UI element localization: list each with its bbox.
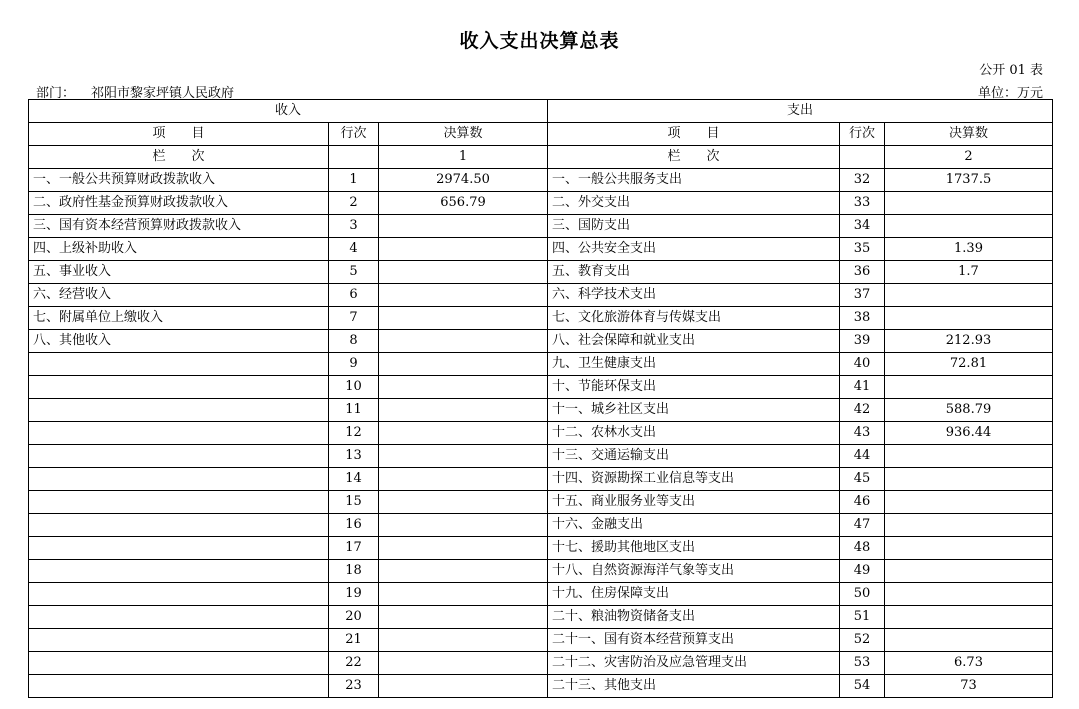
budget-table <box>28 99 1053 698</box>
table-row <box>29 169 1053 192</box>
expense-item-cell: 二十二、灾害防治及应急管理支出 <box>548 652 840 675</box>
page-title: 收入支出决算总表 <box>459 30 620 52</box>
income-line-cell: 7 <box>329 307 379 330</box>
expense-amount-cell <box>885 583 1053 606</box>
expense-amount-cell <box>885 215 1053 238</box>
income-line-cell: 12 <box>329 422 379 445</box>
expense-line-header: 行次 <box>840 123 885 146</box>
expense-amount-cell: 72.81 <box>885 353 1053 376</box>
income-item-cell: 一、一般公共预算财政拨款收入 <box>29 169 329 192</box>
expense-amount-cell <box>885 560 1053 583</box>
expense-amount-cell <box>885 629 1053 652</box>
income-amount-cell <box>379 307 548 330</box>
income-amount-cell <box>379 399 548 422</box>
income-amount-cell <box>379 376 548 399</box>
income-line-cell: 8 <box>329 330 379 353</box>
income-item-cell <box>29 468 329 491</box>
expense-item-cell: 四、公共安全支出 <box>548 238 840 261</box>
expense-line-cell: 48 <box>840 537 885 560</box>
income-item-cell <box>29 606 329 629</box>
income-item-cell <box>29 652 329 675</box>
expense-amount-cell <box>885 284 1053 307</box>
income-amount-cell <box>379 330 548 353</box>
expense-section-header: 支出 <box>548 100 1053 123</box>
expense-item-cell: 二十一、国有资本经营预算支出 <box>548 629 840 652</box>
expense-amount-cell: 1.7 <box>885 261 1053 284</box>
expense-column-label: 栏 次 <box>548 146 840 169</box>
income-item-cell <box>29 399 329 422</box>
income-item-cell <box>29 445 329 468</box>
expense-line-cell: 46 <box>840 491 885 514</box>
expense-amount-cell: 1.39 <box>885 238 1053 261</box>
expense-line-cell: 54 <box>840 675 885 698</box>
income-amount-cell <box>379 353 548 376</box>
income-line-cell: 19 <box>329 583 379 606</box>
expense-item-cell: 二十、粮油物资储备支出 <box>548 606 840 629</box>
expense-line-cell: 42 <box>840 399 885 422</box>
table-row <box>29 399 1053 422</box>
income-section-header: 收入 <box>29 100 548 123</box>
expense-line-cell: 40 <box>840 353 885 376</box>
expense-item-cell: 十三、交通运输支出 <box>548 445 840 468</box>
expense-amount-cell <box>885 606 1053 629</box>
expense-line-cell: 53 <box>840 652 885 675</box>
expense-amount-header: 决算数 <box>885 123 1053 146</box>
expense-item-cell: 十七、援助其他地区支出 <box>548 537 840 560</box>
expense-item-cell: 十五、商业服务业等支出 <box>548 491 840 514</box>
income-line-cell: 2 <box>329 192 379 215</box>
expense-amount-cell <box>885 192 1053 215</box>
income-line-cell: 6 <box>329 284 379 307</box>
table-row <box>29 192 1053 215</box>
income-amount-cell <box>379 675 548 698</box>
expense-item-cell: 十、节能环保支出 <box>548 376 840 399</box>
expense-amount-cell <box>885 537 1053 560</box>
income-line-cell: 23 <box>329 675 379 698</box>
income-amount-cell <box>379 238 548 261</box>
income-item-cell <box>29 422 329 445</box>
table-row <box>29 330 1053 353</box>
income-item-cell <box>29 560 329 583</box>
expense-line-cell: 43 <box>840 422 885 445</box>
table-row <box>29 606 1053 629</box>
expense-line-cell: 51 <box>840 606 885 629</box>
income-line-cell: 20 <box>329 606 379 629</box>
expense-column-number: 2 <box>885 146 1053 169</box>
income-line-cell: 21 <box>329 629 379 652</box>
income-amount-cell <box>379 629 548 652</box>
income-line-cell: 16 <box>329 514 379 537</box>
income-amount-cell <box>379 284 548 307</box>
income-amount-cell <box>379 445 548 468</box>
expense-line-cell: 52 <box>840 629 885 652</box>
expense-item-cell: 七、文化旅游体育与传媒支出 <box>548 307 840 330</box>
expense-amount-cell <box>885 468 1053 491</box>
table-row <box>29 307 1053 330</box>
income-item-cell: 八、其他收入 <box>29 330 329 353</box>
expense-item-cell: 九、卫生健康支出 <box>548 353 840 376</box>
income-line-cell: 22 <box>329 652 379 675</box>
income-line-cell: 18 <box>329 560 379 583</box>
income-amount-cell <box>379 261 548 284</box>
expense-line-cell: 47 <box>840 514 885 537</box>
income-line-cell: 9 <box>329 353 379 376</box>
expense-item-cell: 一、一般公共服务支出 <box>548 169 840 192</box>
table-row <box>29 514 1053 537</box>
expense-line-cell: 32 <box>840 169 885 192</box>
expense-amount-cell: 588.79 <box>885 399 1053 422</box>
income-amount-cell <box>379 215 548 238</box>
unit-label: 单位：万元 <box>977 86 1043 101</box>
expense-line-cell: 35 <box>840 238 885 261</box>
expense-amount-cell: 1737.5 <box>885 169 1053 192</box>
table-row <box>29 422 1053 445</box>
table-row <box>29 468 1053 491</box>
expense-item-cell: 十一、城乡社区支出 <box>548 399 840 422</box>
expense-item-cell: 五、教育支出 <box>548 261 840 284</box>
income-item-cell: 七、附属单位上缴收入 <box>29 307 329 330</box>
income-item-cell <box>29 675 329 698</box>
expense-item-cell: 十二、农林水支出 <box>548 422 840 445</box>
income-item-cell: 三、国有资本经营预算财政拨款收入 <box>29 215 329 238</box>
income-item-cell: 五、事业收入 <box>29 261 329 284</box>
table-row <box>29 675 1053 698</box>
expense-item-cell: 十九、住房保障支出 <box>548 583 840 606</box>
expense-item-cell: 二、外交支出 <box>548 192 840 215</box>
income-amount-cell <box>379 606 548 629</box>
income-line-blank <box>329 146 379 169</box>
income-amount-cell <box>379 652 548 675</box>
income-item-cell: 四、上级补助收入 <box>29 238 329 261</box>
table-row <box>29 537 1053 560</box>
expense-line-cell: 50 <box>840 583 885 606</box>
expense-amount-cell <box>885 514 1053 537</box>
income-item-cell <box>29 583 329 606</box>
income-amount-cell <box>379 468 548 491</box>
income-line-cell: 4 <box>329 238 379 261</box>
expense-line-cell: 33 <box>840 192 885 215</box>
income-amount-cell <box>379 560 548 583</box>
expense-amount-cell: 936.44 <box>885 422 1053 445</box>
income-line-cell: 14 <box>329 468 379 491</box>
expense-amount-cell <box>885 307 1053 330</box>
expense-item-cell: 三、国防支出 <box>548 215 840 238</box>
expense-item-cell: 十八、自然资源海洋气象等支出 <box>548 560 840 583</box>
income-column-number: 1 <box>379 146 548 169</box>
income-amount-header: 决算数 <box>379 123 548 146</box>
income-column-label: 栏 次 <box>29 146 329 169</box>
table-row <box>29 353 1053 376</box>
table-row <box>29 215 1053 238</box>
income-item-cell <box>29 491 329 514</box>
expense-item-cell: 十六、金融支出 <box>548 514 840 537</box>
income-item-cell <box>29 376 329 399</box>
income-amount-cell: 656.79 <box>379 192 548 215</box>
income-amount-cell <box>379 491 548 514</box>
income-line-cell: 17 <box>329 537 379 560</box>
expense-amount-cell: 6.73 <box>885 652 1053 675</box>
column-number-row <box>29 146 1053 169</box>
income-line-cell: 5 <box>329 261 379 284</box>
income-item-cell: 六、经营收入 <box>29 284 329 307</box>
expense-item-cell: 六、科学技术支出 <box>548 284 840 307</box>
expense-amount-cell <box>885 491 1053 514</box>
income-item-cell <box>29 537 329 560</box>
expense-line-cell: 45 <box>840 468 885 491</box>
income-amount-cell <box>379 514 548 537</box>
department-label: 部门： <box>36 86 76 101</box>
expense-line-cell: 39 <box>840 330 885 353</box>
table-row <box>29 284 1053 307</box>
table-row <box>29 652 1053 675</box>
table-row <box>29 629 1053 652</box>
column-header-row <box>29 123 1053 146</box>
income-amount-cell <box>379 583 548 606</box>
expense-line-cell: 37 <box>840 284 885 307</box>
expense-amount-cell: 73 <box>885 675 1053 698</box>
expense-amount-cell <box>885 376 1053 399</box>
income-item-header: 项 目 <box>29 123 329 146</box>
expense-line-blank <box>840 146 885 169</box>
section-header-row <box>29 100 1053 123</box>
income-line-cell: 1 <box>329 169 379 192</box>
income-amount-cell <box>379 422 548 445</box>
income-item-cell <box>29 629 329 652</box>
expense-line-cell: 34 <box>840 215 885 238</box>
income-line-cell: 10 <box>329 376 379 399</box>
income-line-cell: 11 <box>329 399 379 422</box>
expense-line-cell: 38 <box>840 307 885 330</box>
form-number: 公开 01 表 <box>979 63 1043 78</box>
expense-item-cell: 二十三、其他支出 <box>548 675 840 698</box>
income-item-cell <box>29 514 329 537</box>
table-row <box>29 445 1053 468</box>
table-row <box>29 560 1053 583</box>
table-row <box>29 491 1053 514</box>
expense-amount-cell <box>885 445 1053 468</box>
table-row <box>29 261 1053 284</box>
expense-item-header: 项 目 <box>548 123 840 146</box>
income-line-cell: 13 <box>329 445 379 468</box>
table-row <box>29 583 1053 606</box>
expense-line-cell: 41 <box>840 376 885 399</box>
expense-line-cell: 44 <box>840 445 885 468</box>
income-item-cell: 二、政府性基金预算财政拨款收入 <box>29 192 329 215</box>
expense-line-cell: 49 <box>840 560 885 583</box>
income-amount-cell <box>379 537 548 560</box>
expense-amount-cell: 212.93 <box>885 330 1053 353</box>
department-name: 祁阳市黎家坪镇人民政府 <box>91 86 235 101</box>
table-row <box>29 376 1053 399</box>
income-line-header: 行次 <box>329 123 379 146</box>
income-line-cell: 15 <box>329 491 379 514</box>
income-item-cell <box>29 353 329 376</box>
expense-line-cell: 36 <box>840 261 885 284</box>
expense-item-cell: 十四、资源勘探工业信息等支出 <box>548 468 840 491</box>
expense-item-cell: 八、社会保障和就业支出 <box>548 330 840 353</box>
table-row <box>29 238 1053 261</box>
income-line-cell: 3 <box>329 215 379 238</box>
income-amount-cell: 2974.50 <box>379 169 548 192</box>
